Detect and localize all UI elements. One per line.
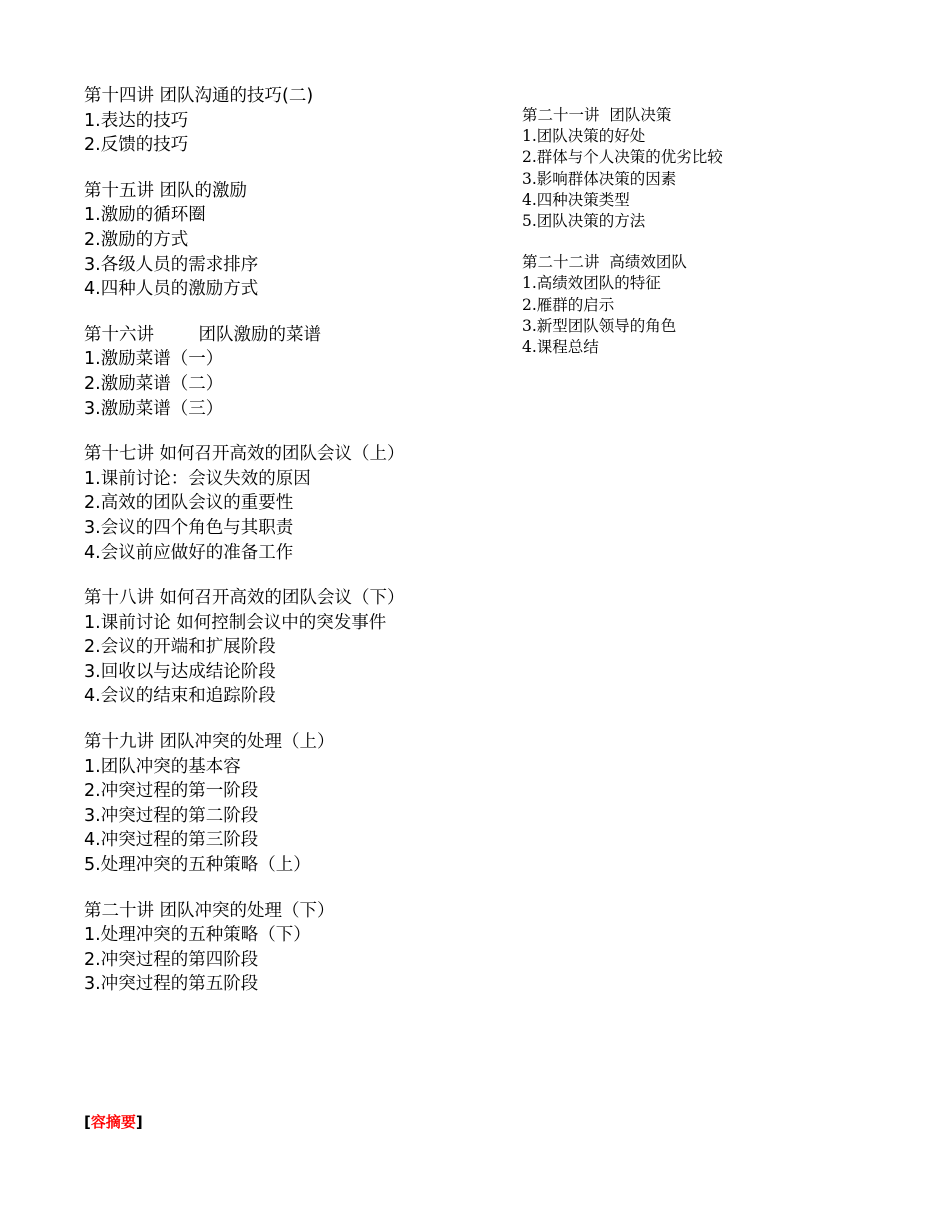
lecture-section	[84, 899, 504, 997]
lecture-item: 2.群体与个人决策的优劣比较	[522, 148, 723, 167]
lecture-item: 2.反馈的技巧	[84, 135, 189, 156]
lecture-item: 2.高效的团队会议的重要性	[84, 493, 294, 514]
lecture-item: 4.课程总结	[522, 337, 599, 356]
lecture-heading: 第二十讲 团队冲突的处理（下）	[84, 900, 335, 921]
lecture-item: 1.处理冲突的五种策略（下）	[84, 925, 311, 946]
lecture-item: 2.激励的方式	[84, 229, 189, 250]
lecture-heading: 第十六讲 团队激励的菜谱	[84, 324, 322, 345]
lecture-section	[522, 252, 862, 358]
lecture-item: 1.课前讨论：会议失效的原因	[84, 468, 311, 489]
lecture-item: 4.四种决策类型	[522, 190, 630, 209]
lecture-heading: 第十四讲 团队沟通的技巧(二)	[84, 86, 314, 106]
lecture-item: 5.处理冲突的五种策略（上）	[84, 855, 311, 876]
lecture-section	[84, 442, 504, 565]
lecture-item: 3.会议的四个角色与其职责	[84, 517, 294, 538]
lecture-section	[84, 323, 504, 421]
lecture-item: 2.雁群的启示	[522, 295, 615, 314]
lecture-section	[522, 105, 862, 232]
lecture-item: 3.冲突过程的第二阶段	[84, 805, 259, 826]
lecture-item: 3.影响群体决策的因素	[522, 169, 677, 188]
lecture-heading: 第十八讲 如何召开高效的团队会议（下）	[84, 588, 405, 609]
lecture-heading: 第十七讲 如何召开高效的团队会议（上）	[84, 444, 405, 465]
lecture-item: 4.冲突过程的第三阶段	[84, 830, 259, 851]
lecture-item: 4.会议前应做好的准备工作	[84, 542, 294, 563]
lecture-item: 1.团队决策的好处	[522, 127, 646, 146]
lecture-item: 1.激励的循环圈	[84, 205, 206, 226]
lecture-item: 4.会议的结束和追踪阶段	[84, 686, 276, 707]
lecture-item: 3.激励菜谱（三）	[84, 398, 224, 419]
lecture-item: 1.高绩效团队的特征	[522, 274, 661, 293]
summary-label: 容摘要	[90, 1113, 136, 1131]
lecture-item: 2.会议的开端和扩展阶段	[84, 637, 276, 658]
right-column	[522, 105, 862, 378]
left-column	[84, 84, 504, 1018]
lecture-heading: 第二十二讲 高绩效团队	[522, 253, 687, 272]
lecture-item: 1.表达的技巧	[84, 110, 189, 131]
lecture-item: 2.冲突过程的第四阶段	[84, 949, 259, 970]
close-bracket: ]	[135, 1113, 143, 1131]
summary-heading	[84, 1111, 143, 1132]
lecture-heading: 第十五讲 团队的激励	[84, 180, 248, 201]
lecture-item: 3.冲突过程的第五阶段	[84, 974, 259, 995]
lecture-item: 3.各级人员的需求排序	[84, 254, 259, 275]
lecture-item: 5.团队决策的方法	[522, 211, 646, 230]
lecture-heading: 第十九讲 团队冲突的处理（上）	[84, 732, 335, 753]
lecture-item: 4.四种人员的激励方式	[84, 279, 259, 300]
lecture-section	[84, 586, 504, 709]
lecture-section	[84, 730, 504, 878]
lecture-item: 1.激励菜谱（一）	[84, 349, 224, 370]
lecture-item: 2.激励菜谱（二）	[84, 373, 224, 394]
lecture-section	[84, 179, 504, 302]
lecture-item: 1.团队冲突的基本容	[84, 756, 241, 777]
lecture-item: 2.冲突过程的第一阶段	[84, 781, 259, 802]
open-bracket: [	[84, 1113, 91, 1131]
lecture-item: 3.新型团队领导的角色	[522, 316, 677, 335]
lecture-section	[84, 84, 504, 158]
lecture-item: 3.回收以与达成结论阶段	[84, 661, 276, 682]
lecture-heading: 第二十一讲 团队决策	[522, 106, 672, 124]
lecture-item: 1.课前讨论 如何控制会议中的突发事件	[84, 612, 387, 633]
